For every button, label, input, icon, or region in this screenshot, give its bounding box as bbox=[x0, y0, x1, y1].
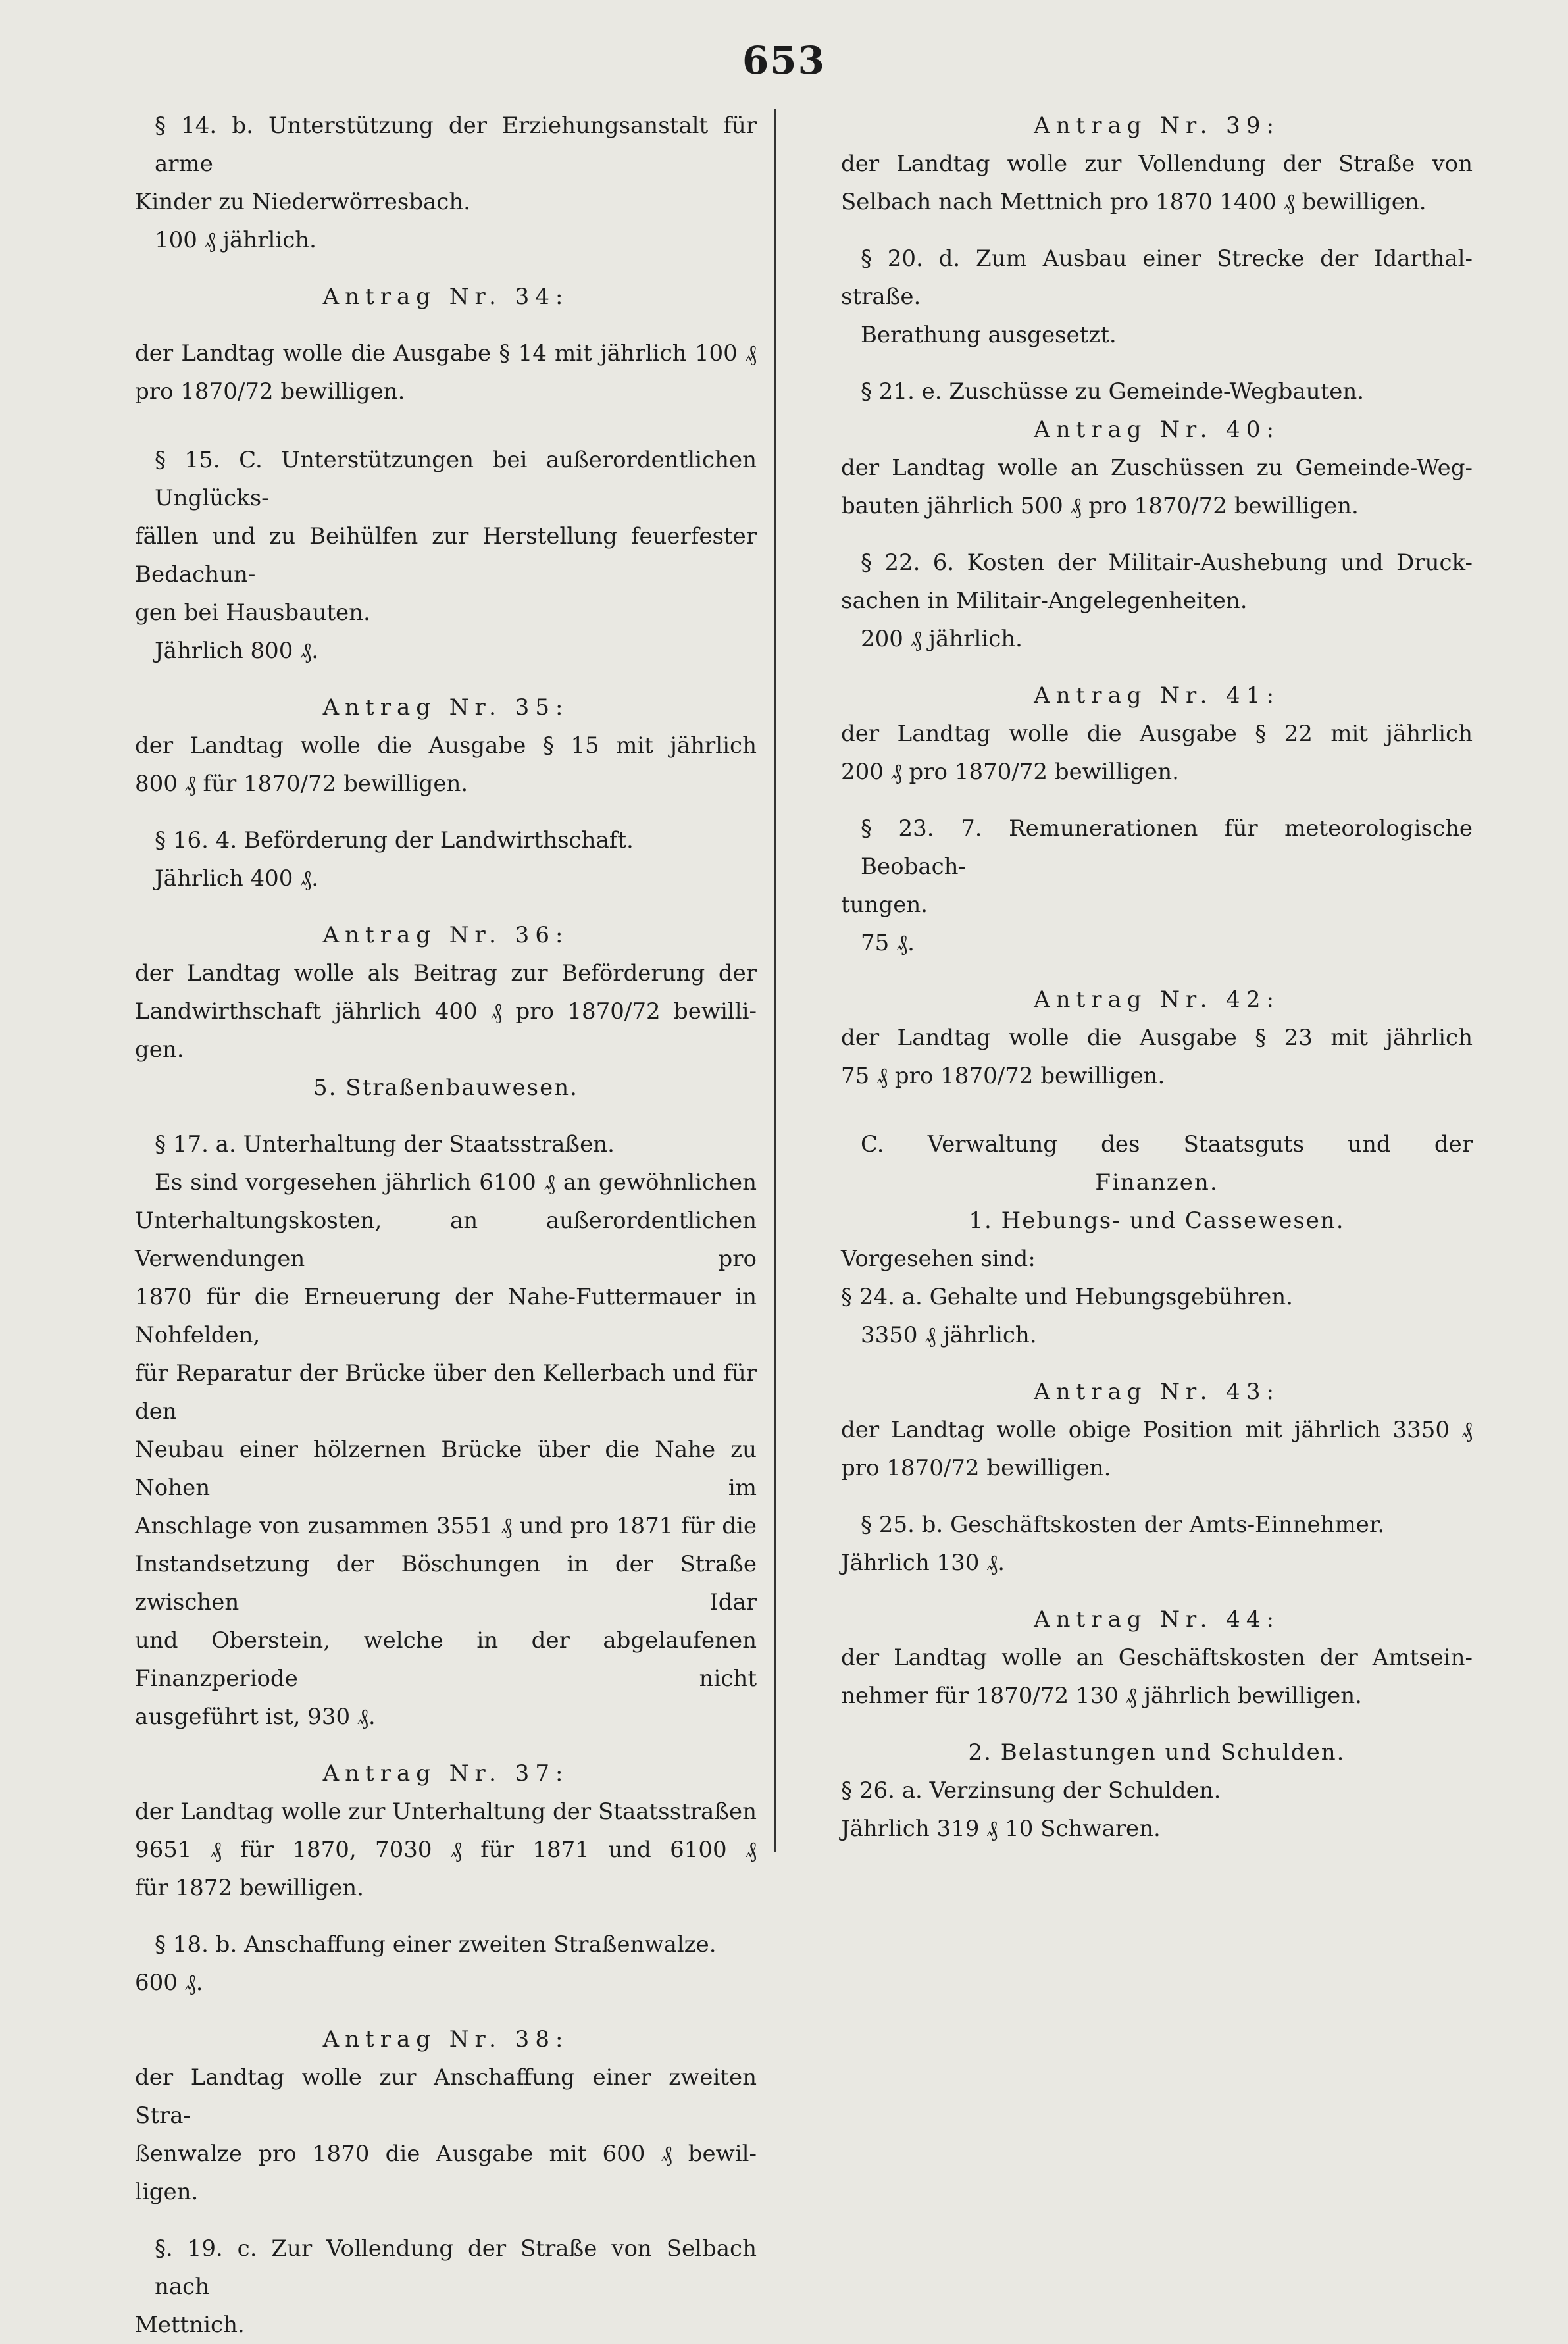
paragraph-17-line4: 1870 für die Erneuerung der Nahe-Futtermauer in Nohfelden, bbox=[135, 1284, 757, 1348]
section-1-heading: 1. Hebungs- und Cassewesen. bbox=[969, 1208, 1345, 1234]
antrag-44-heading: Antrag Nr. 44: bbox=[1034, 1606, 1280, 1633]
paragraph-17-line8: Instandsetzung der Böschungen in der Straße zwischen Idar bbox=[135, 1551, 757, 1616]
paragraph-18-line1: § 18. b. Anschaffung einer zweiten Straßenwalze. bbox=[155, 1931, 717, 1958]
antrag-36-heading: Antrag Nr. 36: bbox=[322, 922, 569, 948]
antrag-36-line3: gen. bbox=[135, 1036, 184, 1063]
section-c-heading-line2: Finanzen. bbox=[1095, 1169, 1219, 1196]
paragraph-20-line2: straße. bbox=[841, 284, 921, 310]
antrag-43-line2: pro 1870/72 bewilligen. bbox=[841, 1455, 1111, 1481]
antrag-41-line1: der Landtag wolle die Ausgabe § 22 mit jährlich bbox=[841, 721, 1473, 747]
section-5-heading: 5. Straßenbauwesen. bbox=[313, 1075, 578, 1101]
antrag-34-line2: pro 1870/72 bewilligen. bbox=[135, 378, 405, 405]
antrag-36-line2: Landwirthschaft jährlich 400 ₰ pro 1870/72 bewilli- bbox=[135, 998, 757, 1025]
paragraph-20-line3: Berathung ausgesetzt. bbox=[861, 322, 1117, 348]
antrag-40-line1: der Landtag wolle an Zuschüssen zu Gemeinde-Weg- bbox=[841, 455, 1473, 481]
paragraph-14-line3: 100 ₰ jährlich. bbox=[155, 227, 316, 253]
paragraph-17-line10: ausgeführt ist, 930 ₰. bbox=[135, 1704, 376, 1730]
antrag-40-heading: Antrag Nr. 40: bbox=[1034, 417, 1280, 443]
antrag-37-heading: Antrag Nr. 37: bbox=[322, 1760, 569, 1787]
antrag-38-heading: Antrag Nr. 38: bbox=[322, 2026, 569, 2052]
paragraph-21: § 21. e. Zuschüsse zu Gemeinde-Wegbauten. bbox=[861, 378, 1365, 405]
antrag-41-line2: 200 ₰ pro 1870/72 bewilligen. bbox=[841, 759, 1179, 785]
paragraph-17-line3: Unterhaltungskosten, an außerordentlichen Verwendungen pro bbox=[135, 1208, 757, 1272]
paragraph-23-line1: § 23. 7. Remunerationen für meteorologische Beobach- bbox=[861, 815, 1473, 880]
paragraph-23-line3: 75 ₰. bbox=[861, 930, 915, 956]
paragraph-17-line1: § 17. a. Unterhaltung der Staatsstraßen. bbox=[155, 1131, 615, 1158]
antrag-42-line1: der Landtag wolle die Ausgabe § 23 mit jährlich bbox=[841, 1025, 1473, 1051]
antrag-35-line1: der Landtag wolle die Ausgabe § 15 mit jährlich bbox=[135, 732, 757, 759]
paragraph-15-line2: fällen und zu Beihülfen zur Herstellung feuerfester Bedachun- bbox=[135, 523, 757, 588]
antrag-34-heading: Antrag Nr. 34: bbox=[322, 284, 569, 310]
paragraph-14-line2: Kinder zu Niederwörresbach. bbox=[135, 189, 471, 215]
paragraph-20-line1: § 20. d. Zum Ausbau einer Strecke der Idarthal- bbox=[861, 245, 1473, 272]
antrag-38-line1: der Landtag wolle zur Anschaffung einer zweiten Stra- bbox=[135, 2064, 757, 2129]
antrag-44-line2: nehmer für 1870/72 130 ₰ jährlich bewilligen. bbox=[841, 1683, 1362, 1709]
antrag-39-heading: Antrag Nr. 39: bbox=[1034, 113, 1280, 139]
antrag-36-line1: der Landtag wolle als Beitrag zur Beförderung der bbox=[135, 960, 757, 986]
page-number: 653 bbox=[742, 38, 826, 83]
antrag-40-line2: bauten jährlich 500 ₰ pro 1870/72 bewilligen. bbox=[841, 493, 1359, 519]
antrag-39-line2: Selbach nach Mettnich pro 1870 1400 ₰ bewilligen. bbox=[841, 189, 1427, 215]
paragraph-19-line1: §. 19. c. Zur Vollendung der Straße von Selbach nach bbox=[155, 2235, 757, 2300]
paragraph-18-line2: 600 ₰. bbox=[135, 1970, 203, 1996]
vorgesehen-label: Vorgesehen sind: bbox=[841, 1246, 1036, 1272]
right-column bbox=[841, 107, 1473, 1848]
paragraph-22-line1: § 22. 6. Kosten der Militair-Aushebung und Druck- bbox=[861, 549, 1473, 576]
paragraph-14-line1: § 14. b. Unterstützung der Erziehungsanstalt für arme bbox=[155, 113, 757, 177]
left-column bbox=[135, 107, 757, 2344]
antrag-43-heading: Antrag Nr. 43: bbox=[1034, 1379, 1280, 1405]
antrag-38-line3: ligen. bbox=[135, 2179, 199, 2205]
antrag-41-heading: Antrag Nr. 41: bbox=[1034, 682, 1280, 709]
paragraph-17-line5: für Reparatur der Brücke über den Kellerbach und für den bbox=[135, 1360, 757, 1425]
paragraph-26-line2: Jährlich 319 ₰ 10 Schwaren. bbox=[841, 1816, 1161, 1842]
antrag-37-line3: für 1872 bewilligen. bbox=[135, 1875, 364, 1901]
paragraph-15-line4: Jährlich 800 ₰. bbox=[155, 638, 319, 664]
column-divider bbox=[774, 109, 776, 1852]
paragraph-24-line1: § 24. a. Gehalte und Hebungsgebühren. bbox=[841, 1284, 1293, 1310]
paragraph-25-line2: Jährlich 130 ₰. bbox=[841, 1550, 1005, 1576]
antrag-34-line1: der Landtag wolle die Ausgabe § 14 mit jährlich 100 ₰ bbox=[135, 340, 757, 367]
antrag-37-line2: 9651 ₰ für 1870, 7030 ₰ für 1871 und 6100 ₰ bbox=[135, 1837, 757, 1863]
paragraph-23-line2: tungen. bbox=[841, 892, 928, 918]
antrag-44-line1: der Landtag wolle an Geschäftskosten der Amtsein- bbox=[841, 1644, 1473, 1671]
paragraph-25-line1: § 25. b. Geschäftskosten der Amts-Einnehmer. bbox=[861, 1512, 1385, 1538]
paragraph-17-line7: Anschlage von zusammen 3551 ₰ und pro 1871 für die bbox=[135, 1513, 757, 1539]
paragraph-17-line9: und Oberstein, welche in der abgelaufenen Finanzperiode nicht bbox=[135, 1627, 757, 1692]
paragraph-16-line1: § 16. 4. Beförderung der Landwirthschaft. bbox=[155, 827, 634, 854]
antrag-35-line2: 800 ₰ für 1870/72 bewilligen. bbox=[135, 771, 468, 797]
paragraph-17-line2: Es sind vorgesehen jährlich 6100 ₰ an gewöhnlichen bbox=[155, 1169, 757, 1196]
paragraph-15-line3: gen bei Hausbauten. bbox=[135, 599, 370, 626]
antrag-43-line1: der Landtag wolle obige Position mit jährlich 3350 ₰ bbox=[841, 1417, 1473, 1443]
paragraph-22-line3: 200 ₰ jährlich. bbox=[861, 626, 1023, 652]
paragraph-22-line2: sachen in Militair-Angelegenheiten. bbox=[841, 588, 1248, 614]
antrag-42-heading: Antrag Nr. 42: bbox=[1034, 986, 1280, 1013]
paragraph-19-line2: Mettnich. bbox=[135, 2312, 245, 2338]
antrag-37-line1: der Landtag wolle zur Unterhaltung der Staatsstraßen bbox=[135, 1798, 757, 1825]
paragraph-16-line2: Jährlich 400 ₰. bbox=[155, 865, 319, 892]
section-c-heading-line1: C. Verwaltung des Staatsguts und der bbox=[861, 1131, 1473, 1158]
paragraph-24-line2: 3350 ₰ jährlich. bbox=[861, 1322, 1037, 1348]
section-2-heading: 2. Belastungen und Schulden. bbox=[968, 1739, 1346, 1766]
antrag-39-line1: der Landtag wolle zur Vollendung der Straße von bbox=[841, 151, 1473, 177]
antrag-35-heading: Antrag Nr. 35: bbox=[322, 694, 569, 721]
paragraph-17-line6: Neubau einer hölzernen Brücke über die Nahe zu Nohen im bbox=[135, 1437, 757, 1501]
paragraph-26-line1: § 26. a. Verzinsung der Schulden. bbox=[841, 1777, 1221, 1804]
antrag-38-line2: ßenwalze pro 1870 die Ausgabe mit 600 ₰ bewil- bbox=[135, 2141, 757, 2167]
paragraph-15-line1: § 15. C. Unterstützungen bei außerordentlichen Unglücks- bbox=[155, 447, 757, 511]
antrag-42-line2: 75 ₰ pro 1870/72 bewilligen. bbox=[841, 1063, 1165, 1089]
